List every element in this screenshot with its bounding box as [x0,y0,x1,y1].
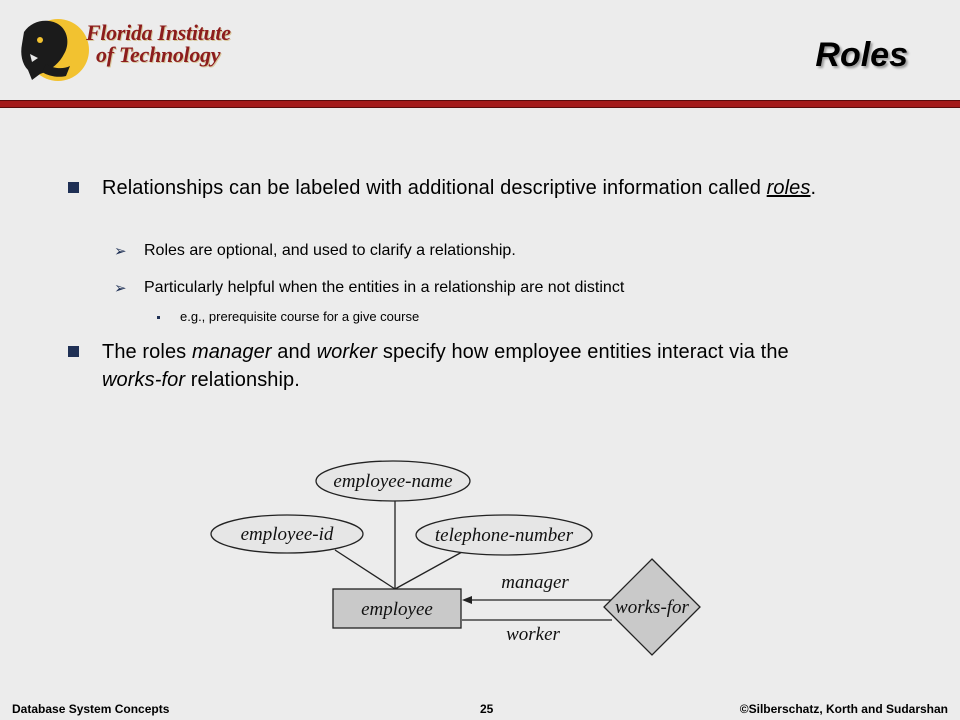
slide-title: Roles [815,36,908,74]
edge-phone-employee [395,552,462,589]
footer-copyright: ©Silberschatz, Korth and Sudarshan [739,702,948,716]
subbullet-roles-optional: ➢ Roles are optional, and used to clarify a relationship. [144,240,844,262]
relationship-works-for-label: works-for [615,597,689,618]
role-manager-label: manager [501,572,569,593]
er-diagram [200,455,720,670]
edge-id-employee [335,550,395,589]
attribute-telephone-number-label: telephone-number [434,525,574,546]
logo-wordmark: Florida Institute of Technology [86,20,231,67]
title-divider [0,100,960,108]
footer-page-number: 25 [480,702,494,716]
subsubbullet-example: e.g., prerequisite course for a give course [180,308,780,326]
arrow-bullet-icon: ➢ [114,243,127,260]
arrow-bullet-icon: ➢ [114,280,127,297]
footer-course-name: Database System Concepts [12,702,170,716]
attribute-employee-name-label: employee-name [333,471,453,492]
subbullet-not-distinct: ➢ Particularly helpful when the entities in a relationship are not distinct [144,277,844,299]
slide-footer [0,700,960,718]
bullet-manager-worker: The roles manager and worker specify how employee entities interact via the works-for relationship. [102,338,842,394]
role-worker-label: worker [506,624,560,645]
arrowhead-icon [462,596,472,604]
entity-employee-label: employee [361,599,433,620]
roles-term: roles [766,177,811,199]
bullet-roles-definition: Relationships can be labeled with additional descriptive information called roles. [102,174,842,202]
institute-logo [18,14,248,84]
panther-logo-icon [18,14,90,84]
attribute-employee-id-label: employee-id [240,524,334,545]
